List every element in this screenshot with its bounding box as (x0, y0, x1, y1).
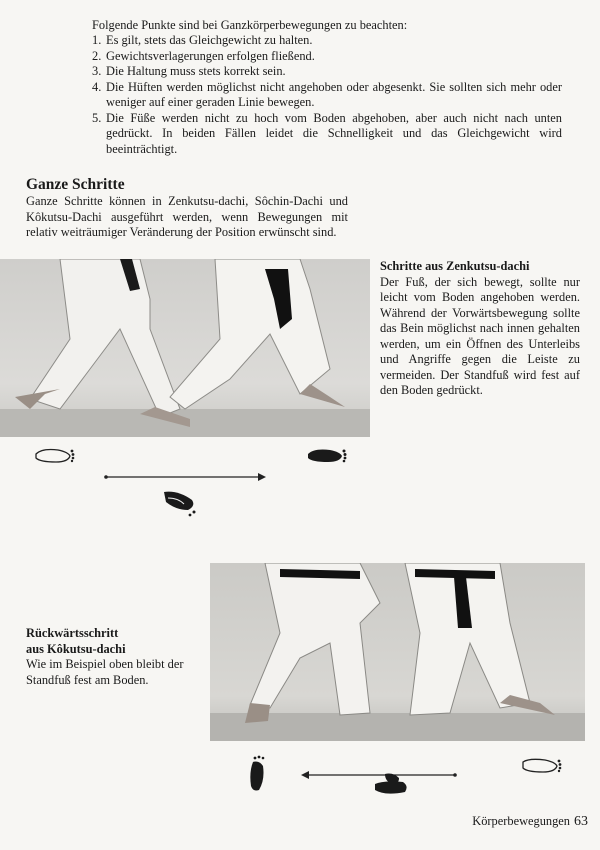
photo-zenkutsu-steps (0, 259, 370, 437)
list-item (92, 80, 562, 111)
list-number: 3. (92, 64, 102, 78)
footwork-diagram-forward (28, 440, 358, 530)
caption-kokutsu (26, 626, 206, 688)
points-list (92, 33, 562, 157)
list-text: Gewichtsverlagerungen erfolgen fließend. (106, 48, 315, 63)
footprint-icon (308, 450, 347, 463)
list-text: Die Füße werden nicht zu hoch vom Boden abgehoben, aber auch nicht nach unten gedrückt. In beiden Fällen leidet die Schnelligkeit und das Gleichgewicht wird beeinträchtigt. (106, 110, 562, 156)
caption-zenkutsu (380, 259, 580, 399)
list-item (92, 64, 562, 80)
caption-title: aus Kôkutsu-dachi (26, 641, 126, 656)
caption-text: Wie im Beispiel oben bleibt der Standfuß fest am Boden. (26, 657, 184, 687)
list-text: Die Hüften werden möglichst nicht angehoben oder abgesenkt. Sie sollten sich mehr oder weniger auf einer geraden Linie bewegen. (106, 79, 562, 109)
list-item (92, 111, 562, 158)
movement-arrow-icon (301, 771, 457, 779)
list-number: 5. (92, 110, 102, 125)
chapter-name: Körperbewegungen (472, 814, 570, 828)
footprint-icon (36, 450, 74, 463)
section-text: Ganze Schritte können in Zenkutsu-dachi, Sôchin-Dachi und Kôkutsu-Dachi ausgeführt werden, wenn Bewegungen mit relativ weiträumiger Veränderung der Position erwünscht sind. (26, 194, 348, 239)
footprint-icon (164, 492, 196, 517)
intro-lead: Folgende Punkte sind bei Ganzkörperbewegungen zu beachten: (92, 18, 408, 32)
list-text: Die Haltung muss stets korrekt sein. (106, 64, 286, 78)
list-item (92, 33, 562, 49)
photo-kokutsu-backstep (210, 563, 585, 741)
movement-arrow-icon (104, 473, 266, 481)
list-number: 2. (92, 48, 102, 63)
page-number: 63 (574, 814, 588, 829)
footwork-diagram-backward (235, 752, 575, 807)
list-text: Es gilt, stets das Gleichgewicht zu halten. (106, 33, 313, 47)
list-number: 4. (92, 79, 102, 94)
caption-text: Der Fuß, der sich bewegt, sollte nur leicht vom Boden angehoben werden. Während der Vorwärtsbewegung sollte das Bein möglichst nach innen gehalten werden, um ein Öffnen des Unterleibs und Angriffe gegen die Leiste zu vermeiden. Der Standfuß wird fest auf den Boden gedrückt. (380, 274, 580, 397)
footprint-icon (375, 774, 407, 794)
caption-title: Rückwärtsschritt (26, 626, 119, 640)
footprint-icon (523, 759, 561, 772)
list-number: 1. (92, 33, 102, 47)
page-footer (430, 814, 588, 830)
section-heading: Ganze Schritte (26, 176, 125, 193)
footprint-icon (250, 756, 264, 791)
list-item (92, 49, 562, 65)
caption-title: Schritte aus Zenkutsu-dachi (380, 259, 530, 273)
